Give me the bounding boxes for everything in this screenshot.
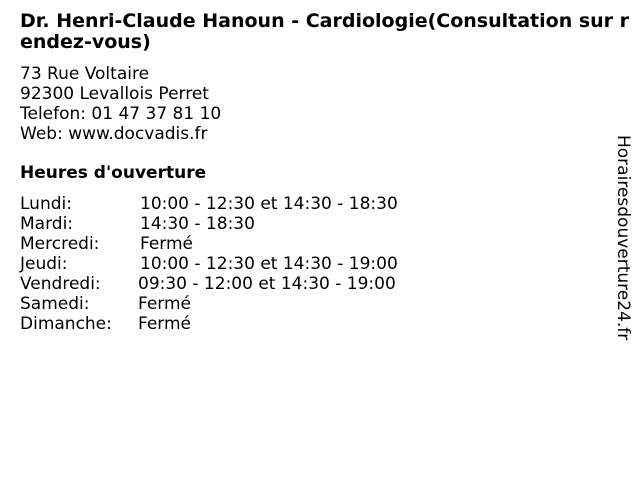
page-title: Dr. Henri-Claude Hanoun - Cardiologie(Consultation sur rendez-vous) <box>20 10 630 53</box>
hours-time: 10:00 - 12:30 et 14:30 - 18:30 <box>140 194 398 214</box>
hours-time: Fermé <box>140 234 194 254</box>
hours-day: Vendredi: <box>20 274 101 294</box>
hours-day: Dimanche: <box>20 314 112 334</box>
watermark-text: Horairesdouverture24.fr <box>613 135 633 341</box>
hours-time: 10:00 - 12:30 et 14:30 - 19:00 <box>140 254 398 274</box>
hours-day: Mercredi: <box>20 234 100 254</box>
hours-day: Lundi: <box>20 194 72 214</box>
address-block <box>20 64 221 144</box>
hours-time: 09:30 - 12:00 et 14:30 - 19:00 <box>138 274 396 294</box>
hours-day: Samedi: <box>20 294 90 314</box>
street-address: 73 Rue Voltaire <box>20 64 150 84</box>
hours-time: Fermé <box>138 294 192 314</box>
hours-heading: Heures d'ouverture <box>20 163 207 183</box>
website: Web: www.docvadis.fr <box>20 124 208 144</box>
hours-day: Mardi: <box>20 214 74 234</box>
city-address: 92300 Levallois Perret <box>20 84 209 104</box>
hours-day: Jeudi: <box>20 254 68 274</box>
phone-number: Telefon: 01 47 37 81 10 <box>20 104 222 124</box>
hours-time: Fermé <box>138 314 192 334</box>
watermark <box>612 135 634 345</box>
hours-time: 14:30 - 18:30 <box>140 214 255 234</box>
